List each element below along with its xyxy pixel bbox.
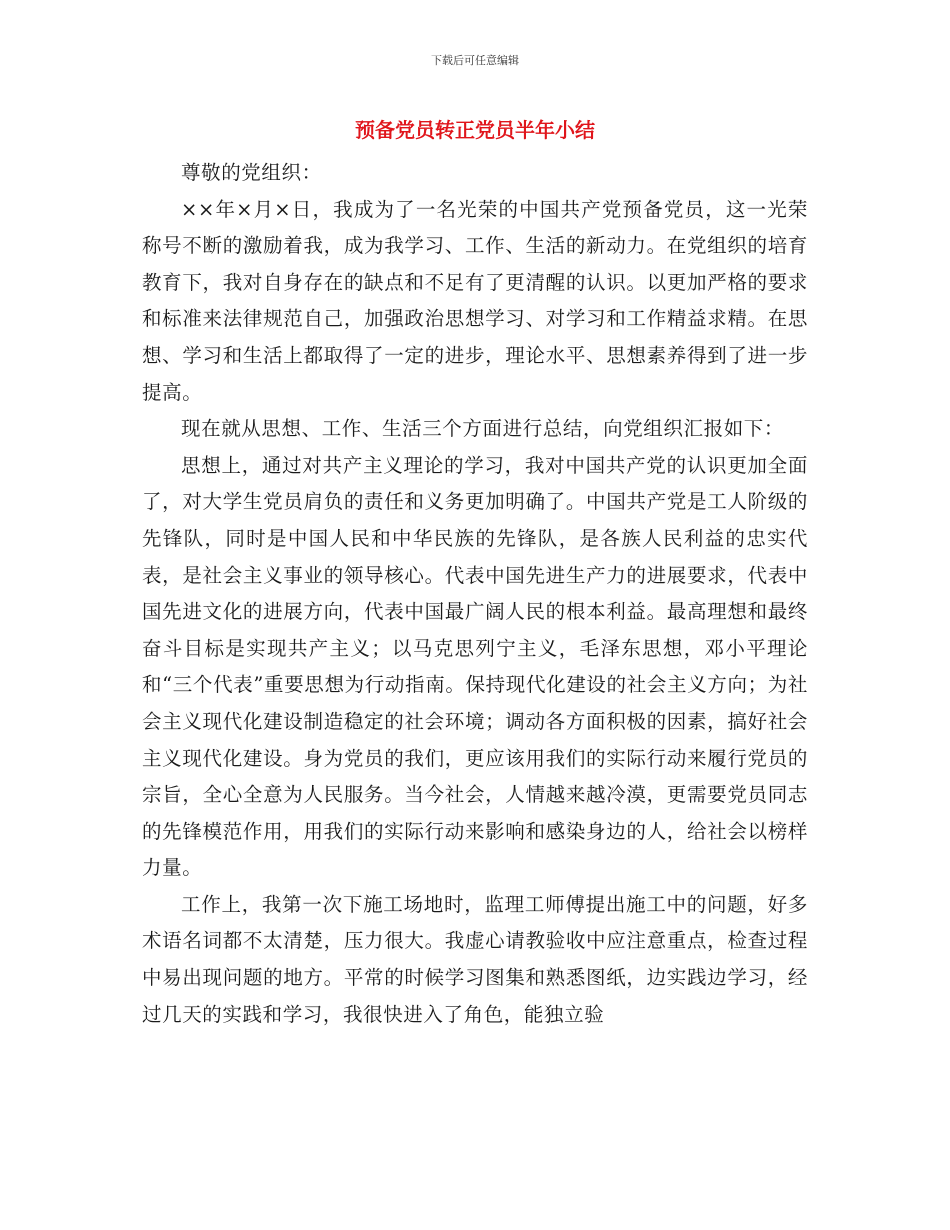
paragraph-thought: 思想上，通过对共产主义理论的学习，我对中国共产党的认识更加全面了，对大学生党员肩负的责任和义务更加明确了。中国共产党是工人阶级的先锋队，同时是中国人民和中华民族的先锋队，是各族人民利益的忠实代表，是社会主义事业的领导核心。代表中国先进生产力的进展要求，代表中国先进文化的进展方向，代表中国最广阔人民的根本利益。最高理想和最终奋斗目标是实现共产主义；以马克思列宁主义，毛泽东思想，邓小平理论和“三个代表”重要思想为行动指南。保持现代化建设的社会主义方向；为社会主义现代化建设制造稳定的社会环境；调动各方面积极的因素，搞好社会主义现代化建设。身为党员的我们，更应该用我们的实际行动来履行党员的宗旨，全心全意为人民服务。当今社会，人情越来越冷漠，更需要党员同志的先锋模范作用，用我们的实际行动来影响和感染身边的人，给社会以榜样力量。 [142, 453, 808, 880]
paragraph-summary-lead: 现在就从思想、工作、生活三个方面进行总结，向党组织汇报如下： [181, 417, 785, 441]
paragraph-intro: ××年×月×日，我成为了一名光荣的中国共产党预备党员，这一光荣称号不断的激励着我，成为我学习、工作、生活的新动力。在党组织的培育教育下，我对自身存在的缺点和不足有了更清醒的认识。以更加严格的要求和标准来法律规范自己，加强政治思想学习、对学习和工作精益求精。在思想、学习和生活上都取得了一定的进步，理论水平、思想素养得到了进一步提高。 [142, 197, 808, 404]
document-body [142, 155, 808, 1033]
document-title: 预备党员转正党员半年小结 [355, 118, 595, 142]
header-note: 下载后可任意编辑 [431, 54, 519, 67]
salutation: 尊敬的党组织： [181, 161, 322, 184]
paragraph-work: 工作上，我第一次下施工场地时，监理工师傅提出施工中的问题，好多术语名词都不太清楚，压力很大。我虚心请教验收中应注意重点，检查过程中易出现问题的地方。平常的时候学习图集和熟悉图纸，边实践边学习，经过几天的实践和学习，我很快进入了角色，能独立验 [142, 892, 808, 1026]
